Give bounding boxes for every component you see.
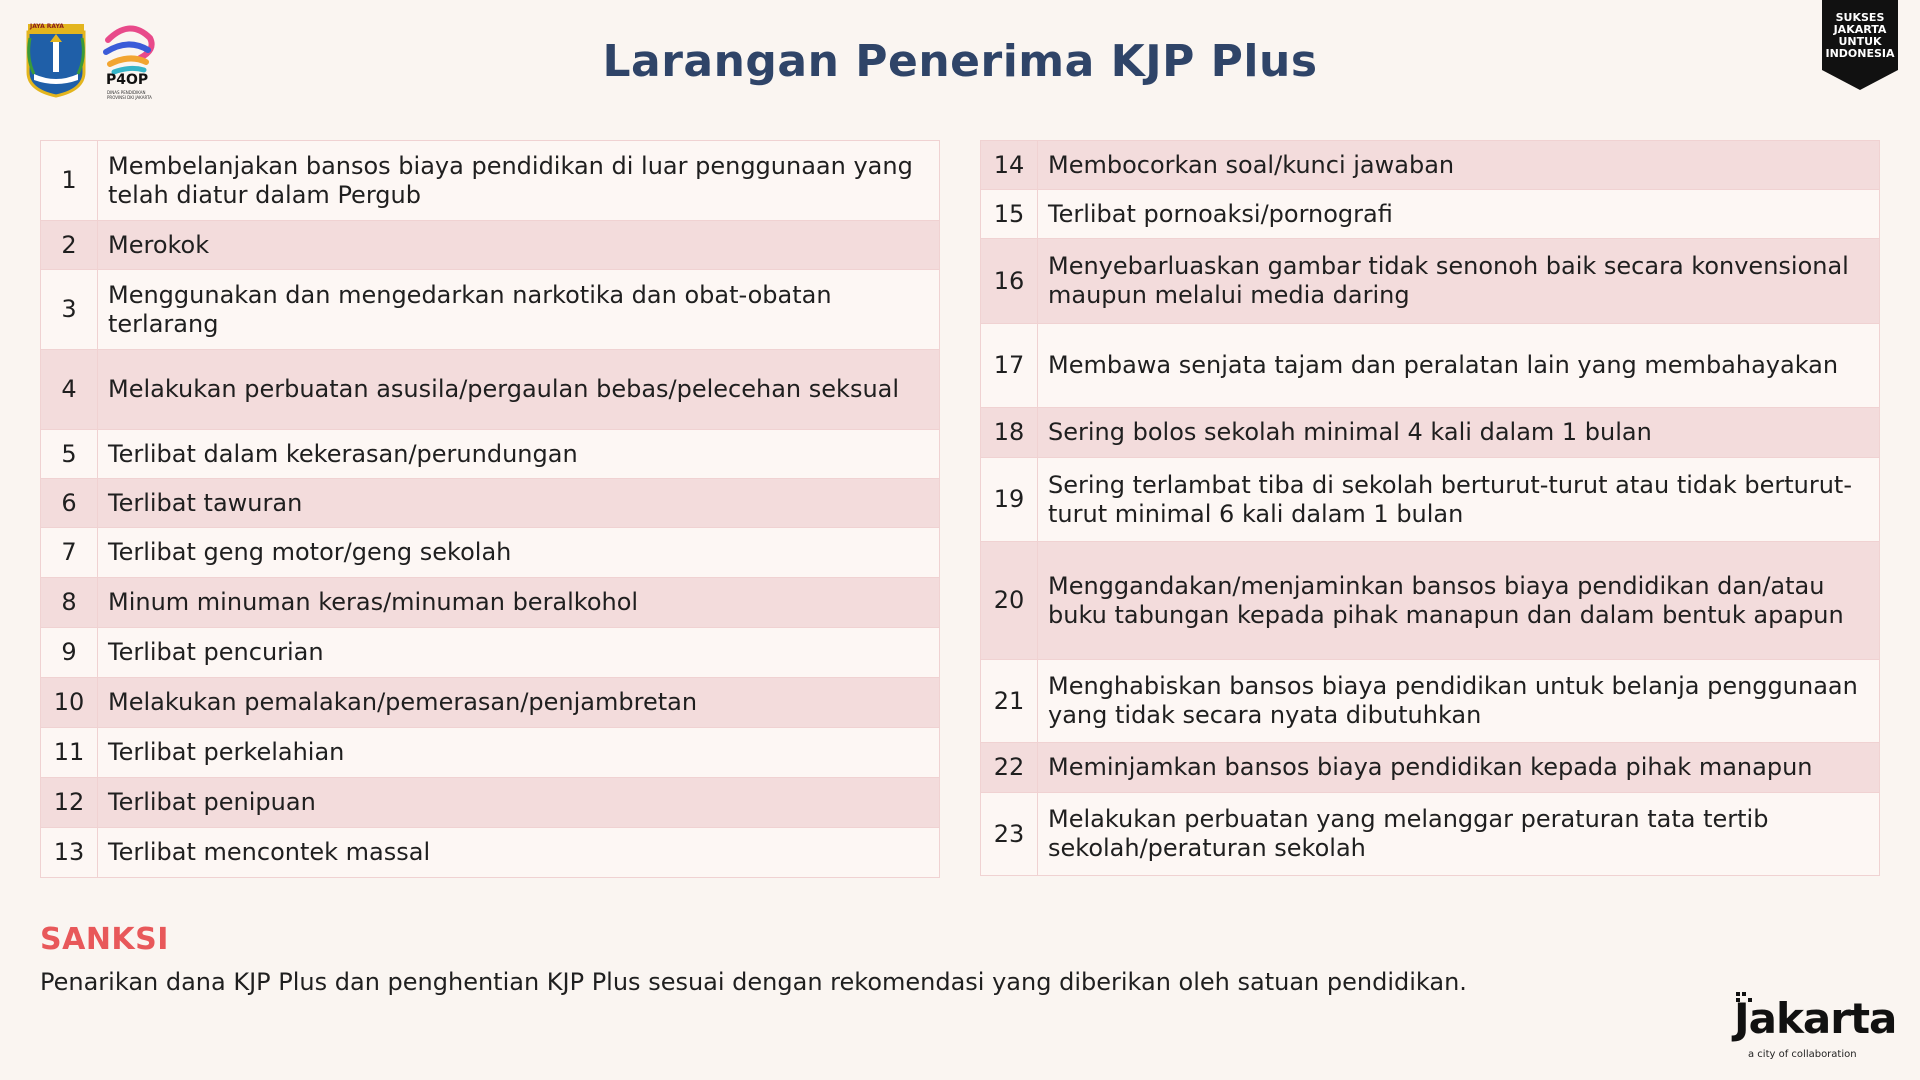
ribbon-line: SUKSES (1835, 11, 1885, 24)
table-row (41, 528, 940, 578)
row-number: 4 (41, 350, 98, 430)
table-row (981, 239, 1880, 324)
table-row (981, 793, 1880, 876)
row-text: Membawa senjata tajam dan peralatan lain yang membahayakan (1038, 324, 1880, 408)
table-row (41, 141, 940, 221)
page-title: Larangan Penerima KJP Plus (602, 36, 1318, 87)
row-text: Membelanjakan bansos biaya pendidikan di luar penggunaan yang telah diatur dalam Pergub (98, 141, 940, 221)
row-text: Terlibat geng motor/geng sekolah (98, 528, 940, 578)
row-text: Terlibat dalam kekerasan/perundungan (98, 430, 940, 479)
row-text: Menggandakan/menjaminkan bansos biaya pendidikan dan/atau buku tabungan kepada pihak manapun dan dalam bentuk apapun (1038, 542, 1880, 660)
p4op-logo-subtext: DINAS PENDIDIKAN PROVINSI DKI JAKARTA (107, 90, 152, 100)
row-text: Menggunakan dan mengedarkan narkotika dan obat-obatan terlarang (98, 270, 940, 350)
table-row (41, 728, 940, 778)
row-number: 6 (41, 479, 98, 528)
table-row (41, 778, 940, 828)
row-text: Terlibat perkelahian (98, 728, 940, 778)
row-number: 22 (981, 743, 1038, 793)
row-text: Sering bolos sekolah minimal 4 kali dalam 1 bulan (1038, 408, 1880, 458)
table-row (41, 270, 940, 350)
row-text: Terlibat penipuan (98, 778, 940, 828)
row-text: Melakukan pemalakan/pemerasan/penjambretan (98, 678, 940, 728)
row-number: 17 (981, 324, 1038, 408)
row-text: Terlibat mencontek massal (98, 828, 940, 878)
row-number: 20 (981, 542, 1038, 660)
row-number: 18 (981, 408, 1038, 458)
table-row (41, 479, 940, 528)
row-number: 10 (41, 678, 98, 728)
ribbon-line: INDONESIA (1825, 47, 1895, 60)
table-row (41, 628, 940, 678)
sanksi-text: Penarikan dana KJP Plus dan penghentian KJP Plus sesuai dengan rekomendasi yang diberikan oleh satuan pendidikan. (40, 968, 1467, 996)
row-number: 9 (41, 628, 98, 678)
row-text: Menghabiskan bansos biaya pendidikan untuk belanja penggunaan yang tidak secara nyata dibutuhkan (1038, 660, 1880, 743)
row-number: 1 (41, 141, 98, 221)
ribbon-line: UNTUK (1838, 35, 1882, 48)
row-text: Meminjamkan bansos biaya pendidikan kepada pihak manapun (1038, 743, 1880, 793)
table-row (981, 190, 1880, 239)
table-row (981, 324, 1880, 408)
row-number: 14 (981, 141, 1038, 190)
row-number: 8 (41, 578, 98, 628)
table-row (41, 221, 940, 270)
row-text: Terlibat pornoaksi/pornografi (1038, 190, 1880, 239)
row-number: 15 (981, 190, 1038, 239)
jakarta-emblem-text: JAYA RAYA (30, 23, 64, 30)
table-row (41, 430, 940, 479)
jakarta-tagline: a city of collaboration (1748, 1049, 1857, 1060)
row-number: 19 (981, 458, 1038, 542)
table-row (41, 578, 940, 628)
sanksi-heading: SANKSI (40, 922, 169, 957)
row-number: 16 (981, 239, 1038, 324)
jakarta-brand-logo: Jakarta (1734, 994, 1897, 1043)
row-text: Merokok (98, 221, 940, 270)
row-number: 3 (41, 270, 98, 350)
ribbon-text (1824, 12, 1896, 60)
table-row (981, 408, 1880, 458)
row-number: 11 (41, 728, 98, 778)
row-text: Sering terlambat tiba di sekolah berturut-turut atau tidak berturut-turut minimal 6 kali dalam 1 bulan (1038, 458, 1880, 542)
table-row (41, 350, 940, 430)
row-text: Terlibat tawuran (98, 479, 940, 528)
row-number: 23 (981, 793, 1038, 876)
ribbon-line: JAKARTA (1833, 23, 1887, 36)
table-row (41, 678, 940, 728)
row-text: Terlibat pencurian (98, 628, 940, 678)
row-number: 21 (981, 660, 1038, 743)
table-row (981, 542, 1880, 660)
row-number: 2 (41, 221, 98, 270)
row-number: 12 (41, 778, 98, 828)
row-text: Membocorkan soal/kunci jawaban (1038, 141, 1880, 190)
row-text: Minum minuman keras/minuman beralkohol (98, 578, 940, 628)
row-number: 13 (41, 828, 98, 878)
table-row (981, 743, 1880, 793)
row-text: Melakukan perbuatan yang melanggar peraturan tata tertib sekolah/peraturan sekolah (1038, 793, 1880, 876)
prohibitions-table-right (980, 140, 1880, 876)
row-text: Menyebarluaskan gambar tidak senonoh baik secara konvensional maupun melalui media daring (1038, 239, 1880, 324)
row-number: 7 (41, 528, 98, 578)
table-row (981, 660, 1880, 743)
table-row (981, 141, 1880, 190)
p4op-logo-text: P4OP (106, 72, 149, 88)
table-row (981, 458, 1880, 542)
row-number: 5 (41, 430, 98, 479)
prohibitions-table-left (40, 140, 940, 878)
table-row (41, 828, 940, 878)
row-text: Melakukan perbuatan asusila/pergaulan bebas/pelecehan seksual (98, 350, 940, 430)
